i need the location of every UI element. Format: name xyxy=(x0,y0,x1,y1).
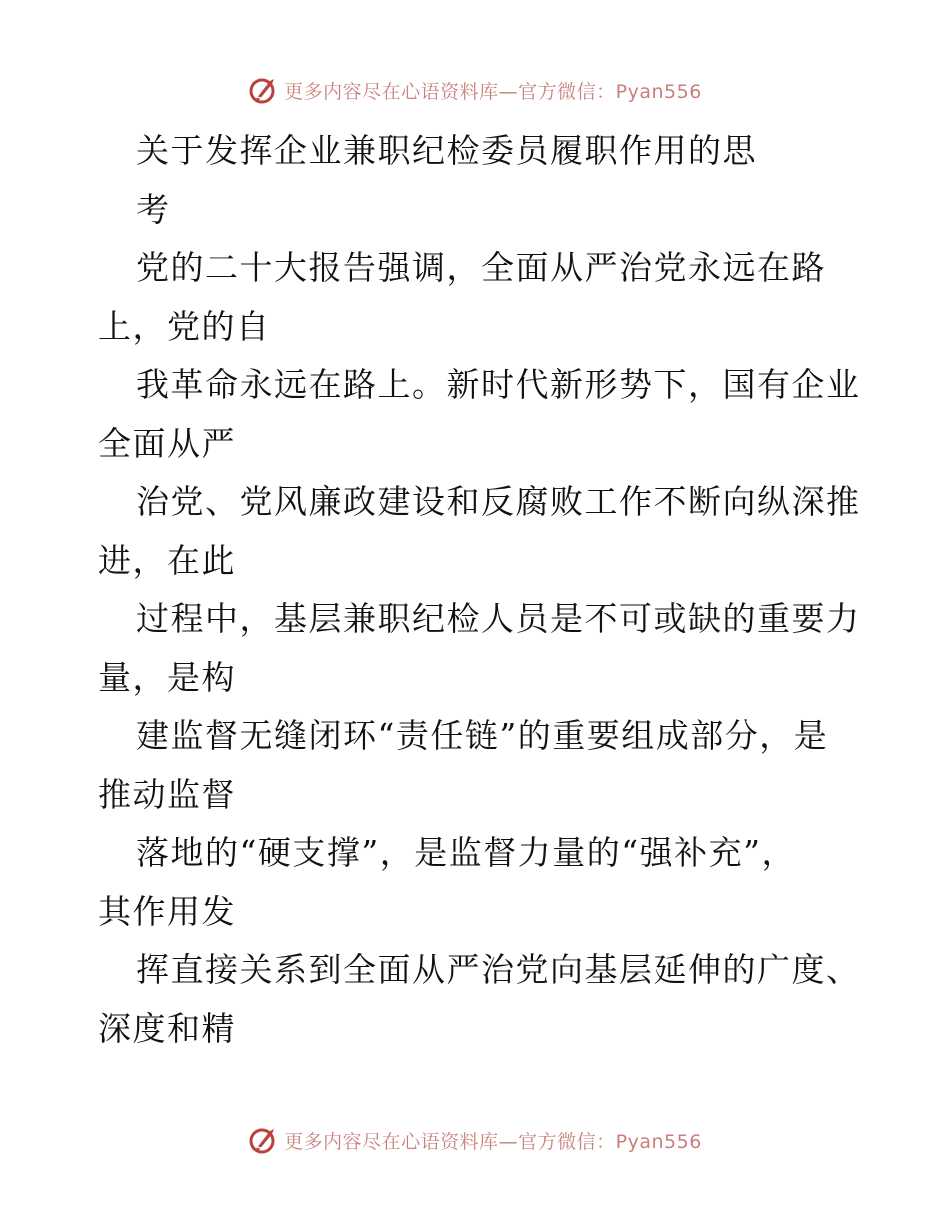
paragraph-line: 量，是构 xyxy=(98,657,236,697)
quill-pen-logo-icon xyxy=(248,75,278,105)
paragraph-line: 建监督无缝闭环“责任链”的重要组成部分，是 xyxy=(136,716,829,755)
paragraph-line: 挥直接关系到全面从严治党向基层延伸的广度、 xyxy=(136,950,861,989)
document-body xyxy=(98,122,861,1058)
paragraph-line: 我革命永远在路上。新时代新形势下，国有企业 xyxy=(136,365,861,404)
paragraph-line: 推动监督 xyxy=(98,774,236,814)
header-banner-text: 更多内容尽在心语资料库—官方微信：Pyan556 xyxy=(284,80,702,103)
paragraph-line: 落地的“硬支撑”，是监督力量的“强补充”， xyxy=(136,833,796,872)
paragraph-line: 治党、党风廉政建设和反腐败工作不断向纵深推 xyxy=(136,482,861,521)
title-line: 关于发挥企业兼职纪检委员履职作用的思 xyxy=(136,131,757,170)
footer-banner-text: 更多内容尽在心语资料库—官方微信：Pyan556 xyxy=(284,1130,702,1153)
paragraph-line: 上，党的自 xyxy=(98,306,271,346)
paragraph-line: 进，在此 xyxy=(98,540,236,580)
paragraph-line: 其作用发 xyxy=(98,891,236,931)
paragraph-line: 过程中，基层兼职纪检人员是不可或缺的重要力 xyxy=(136,599,861,638)
quill-pen-logo-icon xyxy=(248,1125,278,1155)
footer-banner xyxy=(0,1120,950,1160)
title-line: 考 xyxy=(136,189,171,229)
paragraph-line: 深度和精 xyxy=(98,1008,236,1048)
header-banner xyxy=(0,70,950,110)
paragraph-line: 全面从严 xyxy=(98,423,236,463)
paragraph-line: 党的二十大报告强调，全面从严治党永远在路 xyxy=(136,248,826,287)
